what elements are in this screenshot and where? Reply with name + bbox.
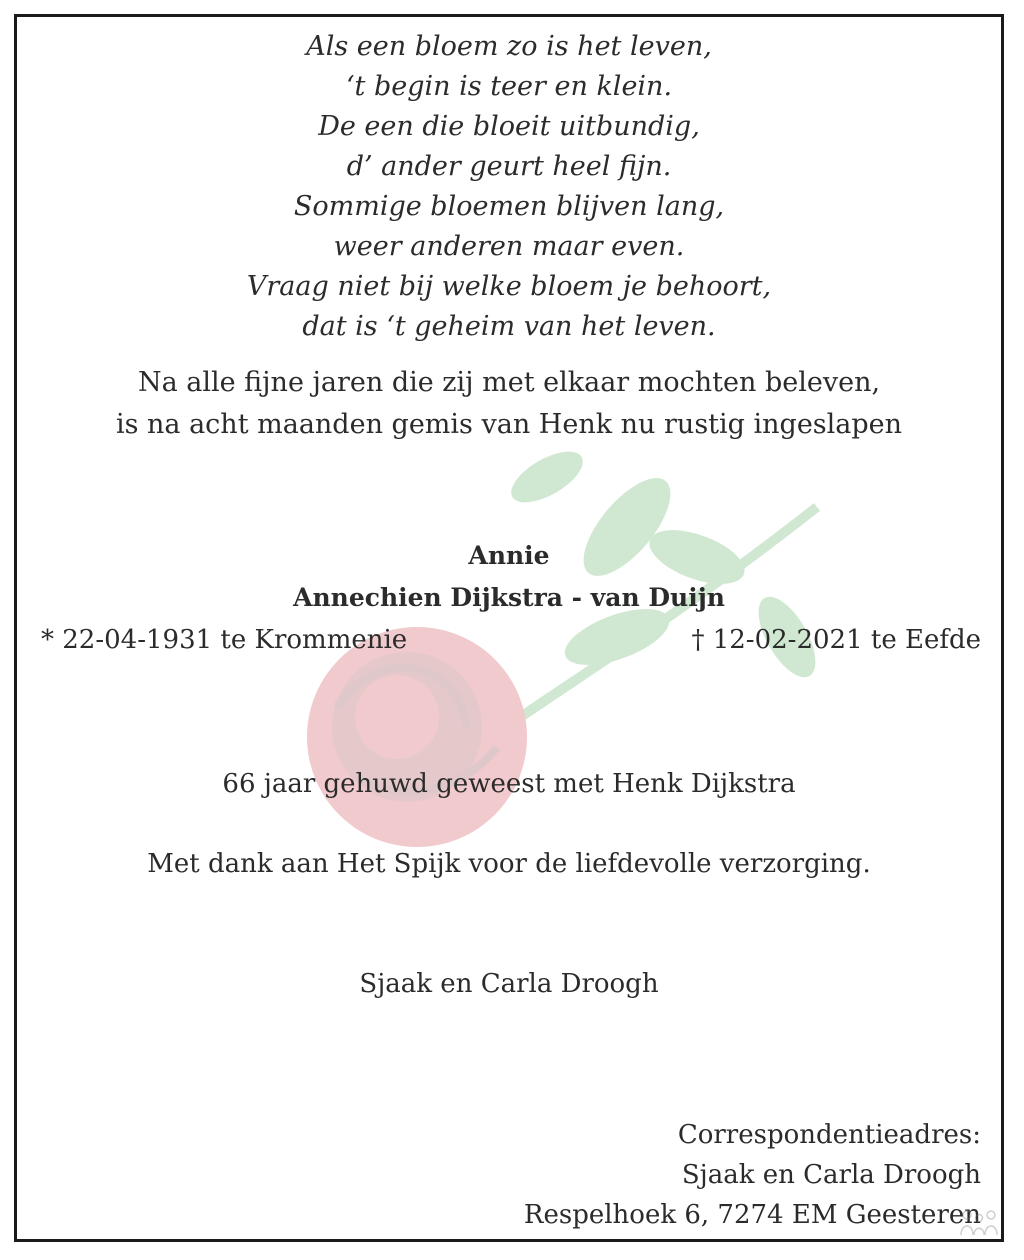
correspondence-address-line: Respelhoek 6, 7274 EM Geesteren — [523, 1200, 981, 1230]
poem-line: De een die bloeit uitbundig, — [318, 111, 700, 142]
poem-line: dat is ‘t geheim van het leven. — [302, 311, 716, 342]
poem-line: Vraag niet bij welke bloem je behoort, — [246, 271, 772, 302]
poem — [17, 27, 1001, 347]
marriage-note: 66 jaar gehuwd geweest met Henk Dijkstra — [222, 769, 796, 799]
birth-date: * 22-04-1931 te Krommenie — [41, 625, 408, 655]
poem-line: ‘t begin is teer en klein. — [345, 71, 673, 102]
intro-line: Na alle fijne jaren die zij met elkaar mochten beleven, — [137, 367, 881, 398]
signed-by: Sjaak en Carla Droogh — [359, 969, 659, 999]
deceased-name — [17, 535, 1001, 619]
intro-line: is na acht maanden gemis van Henk nu rustig ingeslapen — [115, 409, 903, 440]
family-icon — [959, 1209, 999, 1237]
full-name: Annechien Dijkstra - van Duijn — [293, 583, 725, 612]
poem-line: weer anderen maar even. — [333, 231, 685, 262]
intro-text — [17, 362, 1001, 446]
obituary-frame — [14, 14, 1004, 1242]
poem-line: d’ ander geurt heel fijn. — [346, 151, 672, 182]
poem-line: Als een bloem zo is het leven, — [306, 31, 712, 62]
first-name: Annie — [468, 541, 550, 570]
obituary-content — [17, 17, 1001, 1239]
poem-line: Sommige bloemen blijven lang, — [293, 191, 725, 222]
correspondence-name: Sjaak en Carla Droogh — [681, 1160, 981, 1190]
death-date: † 12-02-2021 te Eefde — [691, 625, 981, 655]
thanks-note: Met dank aan Het Spijk voor de liefdevolle verzorging. — [147, 849, 871, 879]
correspondence-address — [524, 1115, 981, 1235]
correspondence-heading: Correspondentieadres: — [677, 1120, 981, 1150]
